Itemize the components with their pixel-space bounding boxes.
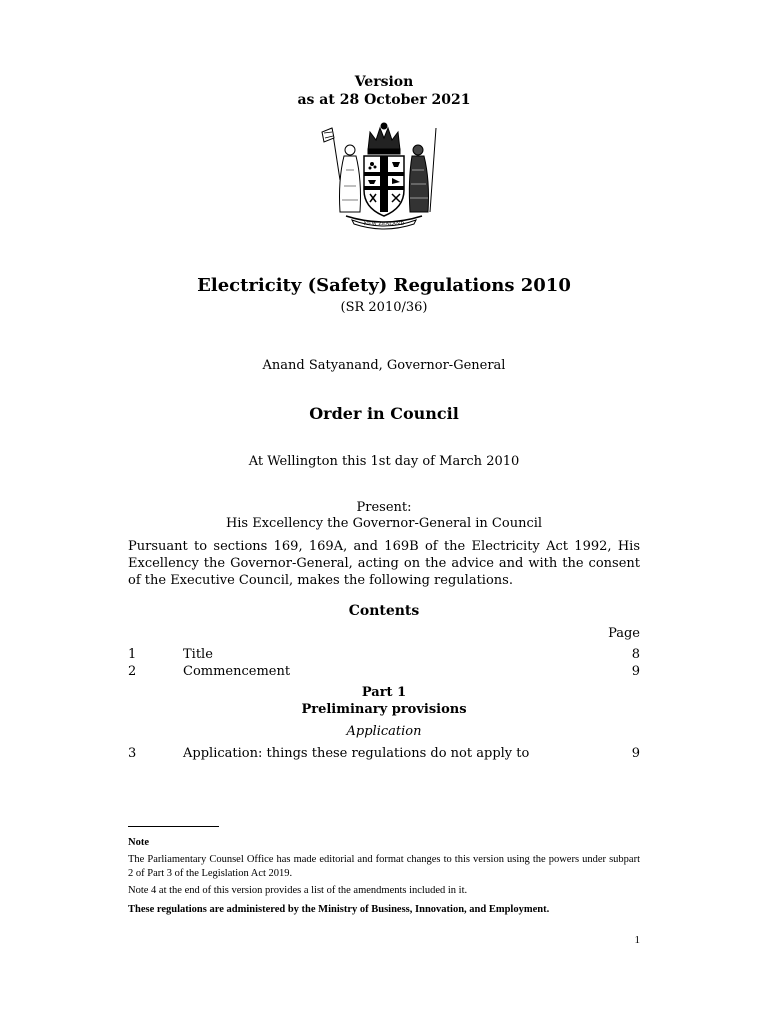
footnote-label: Note (128, 837, 149, 848)
toc-entry-number: 2 (128, 664, 137, 679)
toc-entry-number: 3 (128, 746, 137, 761)
signatory: Anand Satyanand, Governor-General (262, 358, 506, 373)
toc-entry-page: 9 (631, 664, 640, 679)
footnote-editorial-note: The Parliamentary Counsel Office has made editorial and format changes to this version using the powers under subpart 2 of Part 3 of the Legislation Act 2019. (128, 854, 640, 879)
toc-entry[interactable] (128, 746, 640, 763)
toc-entry-title: Title (183, 647, 213, 662)
document-title: Electricity (Safety) Regulations 2010 (197, 275, 571, 296)
page-column-label: Page (608, 626, 640, 641)
contents-heading: Contents (348, 603, 420, 619)
footnote-divider (128, 826, 219, 827)
svg-text:NEW ZEALAND: NEW ZEALAND (363, 221, 405, 227)
place-date: At Wellington this 1st day of March 2010 (248, 454, 520, 469)
toc-entry-number: 1 (128, 647, 137, 662)
page-number: 1 (634, 934, 640, 946)
toc-entry[interactable] (128, 664, 640, 681)
toc-entry-title: Commencement (183, 664, 291, 679)
preamble: Pursuant to sections 169, 169A, and 169B of the Electricity Act 1992, His Excellency the Governor-General, acting on the advice and with the consent of the Executive Council, makes the following regulations. (128, 539, 640, 588)
footnote-administration-note: These regulations are administered by the Ministry of Business, Innovation, and Employment. (128, 904, 550, 915)
footnote-amendments-note: Note 4 at the end of this version provides a list of the amendments included in it. (128, 885, 468, 896)
version-date: as at 28 October 2021 (297, 92, 471, 108)
toc-entry-title: Application: things these regulations do not apply to (183, 746, 530, 761)
toc-entry[interactable] (128, 647, 640, 664)
statutory-regulation-number: (SR 2010/36) (340, 300, 428, 315)
toc-entry-page: 9 (631, 746, 640, 761)
present-who: His Excellency the Governor-General in Council (225, 516, 543, 531)
present-label: Present: (356, 500, 412, 515)
order-title: Order in Council (309, 404, 459, 423)
part-label: Part 1 (361, 685, 407, 700)
part-title: Preliminary provisions (301, 702, 467, 717)
nz-coat-of-arms-icon (318, 120, 450, 232)
version-label: Version (354, 74, 414, 90)
toc-entry-page: 8 (631, 647, 640, 662)
part-subheading: Application (346, 724, 422, 739)
